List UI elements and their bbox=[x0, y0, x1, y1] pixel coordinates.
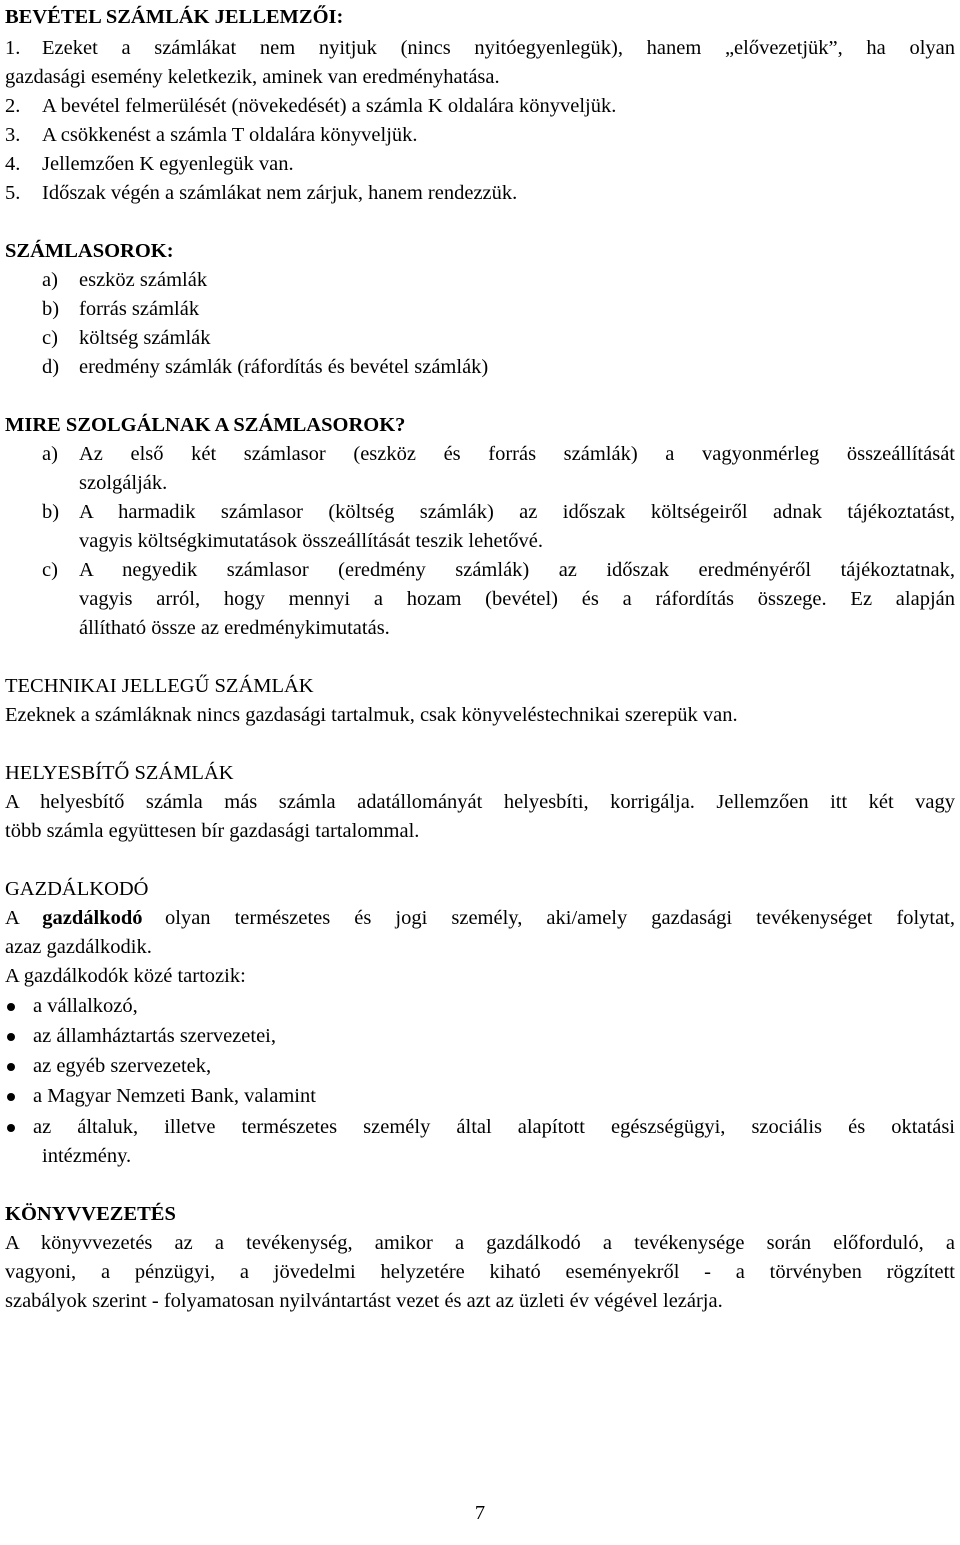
income-item-5-text: Időszak végén a számlákat nem zárjuk, hanem rendezzük. bbox=[42, 182, 518, 204]
purpose-c-line-2: vagyis arról, hogy mennyi a hozam (bevétel) és a ráfordítás összege. Ez alapján bbox=[79, 588, 955, 610]
bookkeeping-line-2: vagyoni, a pénzügyi, a jövedelmi helyzetére kiható eseményekről - a törvényben rögzített bbox=[5, 1261, 955, 1283]
entity-list-item-5-line-1: az általuk, illetve természetes személy által alapított egészségügyi, szociális és oktatási bbox=[33, 1116, 955, 1138]
purpose-b-letter: b) bbox=[42, 501, 60, 523]
correcting-accounts-heading: HELYESBÍTŐ SZÁMLÁK bbox=[5, 762, 234, 784]
purpose-c-line-3: állítható össze az eredménykimutatás. bbox=[79, 617, 390, 639]
income-item-4-number: 4. bbox=[5, 153, 21, 175]
account-row-c-text: költség számlák bbox=[79, 327, 211, 349]
income-item-3-text: A csökkenést a számla T oldalára könyveljük. bbox=[42, 124, 418, 146]
entity-list-item-2: az államháztartás szervezetei, bbox=[33, 1025, 276, 1047]
purpose-a-line-1: Az első két számlasor (eszköz és forrás számlák) a vagyonmérleg összeállítását bbox=[79, 443, 955, 465]
entity-definition-line-1 bbox=[5, 908, 955, 929]
correcting-accounts-line-2: több számla együttesen bír gazdasági tartalommal. bbox=[5, 820, 420, 842]
entity-heading: GAZDÁLKODÓ bbox=[5, 878, 149, 900]
purpose-b-line-2: vagyis költségkimutatások összeállítását teszik lehetővé. bbox=[79, 530, 543, 552]
entity-definition-rest: olyan természetes és jogi személy, aki/amely gazdasági tevékenységet folytat, bbox=[165, 907, 955, 929]
bullet-icon bbox=[7, 1093, 15, 1101]
entity-definition-prefix: A bbox=[5, 907, 20, 929]
purpose-a-letter: a) bbox=[42, 443, 58, 465]
income-accounts-heading: BEVÉTEL SZÁMLÁK JELLEMZŐI: bbox=[5, 6, 344, 28]
bullet-icon bbox=[7, 1124, 15, 1132]
bullet-icon bbox=[7, 1033, 15, 1041]
purpose-b-line-1: A harmadik számlasor (költség számlák) az időszak költségeiről adnak tájékoztatást, bbox=[79, 501, 955, 523]
income-item-1-number: 1. bbox=[5, 37, 21, 59]
bookkeeping-heading: KÖNYVVEZETÉS bbox=[5, 1203, 176, 1225]
entity-definition-line-2: azaz gazdálkodik. bbox=[5, 936, 152, 958]
entity-list-item-3: az egyéb szervezetek, bbox=[33, 1055, 212, 1077]
purpose-c-letter: c) bbox=[42, 559, 58, 581]
entity-list-intro: A gazdálkodók közé tartozik: bbox=[5, 965, 246, 987]
income-item-1-line-1: Ezeket a számlákat nem nyitjuk (nincs nyitóegyenlegük), hanem „elővezetjük”, ha olyan bbox=[42, 37, 955, 59]
bookkeeping-line-3: szabályok szerint - folyamatosan nyilvántartást vezet és azt az üzleti év végével lezárja. bbox=[5, 1290, 723, 1312]
income-item-2-text: A bevétel felmerülését (növekedését) a számla K oldalára könyveljük. bbox=[42, 95, 617, 117]
income-item-2-number: 2. bbox=[5, 95, 21, 117]
account-rows-purpose-heading: MIRE SZOLGÁLNAK A SZÁMLASOROK? bbox=[5, 414, 406, 436]
account-row-b-text: forrás számlák bbox=[79, 298, 200, 320]
income-item-5-number: 5. bbox=[5, 182, 21, 204]
account-row-d-letter: d) bbox=[42, 356, 60, 378]
purpose-a-line-2: szolgálják. bbox=[79, 472, 168, 494]
income-item-4-text: Jellemzően K egyenlegük van. bbox=[42, 153, 294, 175]
page-number: 7 bbox=[474, 1502, 486, 1524]
account-rows-heading: SZÁMLASOROK: bbox=[5, 240, 174, 262]
account-row-c-letter: c) bbox=[42, 327, 58, 349]
technical-accounts-text: Ezeknek a számláknak nincs gazdasági tartalmuk, csak könyveléstechnikai szerepük van. bbox=[5, 704, 738, 726]
account-row-a-letter: a) bbox=[42, 269, 58, 291]
bookkeeping-line-1: A könyvvezetés az a tevékenység, amikor a gazdálkodó a tevékenysége során előforduló, a bbox=[5, 1232, 955, 1254]
technical-accounts-heading: TECHNIKAI JELLEGŰ SZÁMLÁK bbox=[5, 675, 314, 697]
account-row-b-letter: b) bbox=[42, 298, 60, 320]
bullet-icon bbox=[7, 1003, 15, 1011]
entity-list-item-5-line-2: intézmény. bbox=[42, 1145, 132, 1167]
purpose-c-line-1: A negyedik számlasor (eredmény számlák) az időszak eredményéről tájékoztatnak, bbox=[79, 559, 955, 581]
entity-list-item-1: a vállalkozó, bbox=[33, 995, 138, 1017]
entity-definition-term: gazdálkodó bbox=[42, 907, 143, 929]
correcting-accounts-line-1: A helyesbítő számla más számla adatállományát helyesbíti, korrigálja. Jellemzően itt két vagy bbox=[5, 791, 955, 813]
account-row-d-text: eredmény számlák (ráfordítás és bevétel számlák) bbox=[79, 356, 489, 378]
account-row-a-text: eszköz számlák bbox=[79, 269, 208, 291]
income-item-1-line-2: gazdasági esemény keletkezik, aminek van eredményhatása. bbox=[5, 66, 500, 88]
bullet-icon bbox=[7, 1063, 15, 1071]
entity-list-item-4: a Magyar Nemzeti Bank, valamint bbox=[33, 1085, 316, 1107]
income-item-3-number: 3. bbox=[5, 124, 21, 146]
